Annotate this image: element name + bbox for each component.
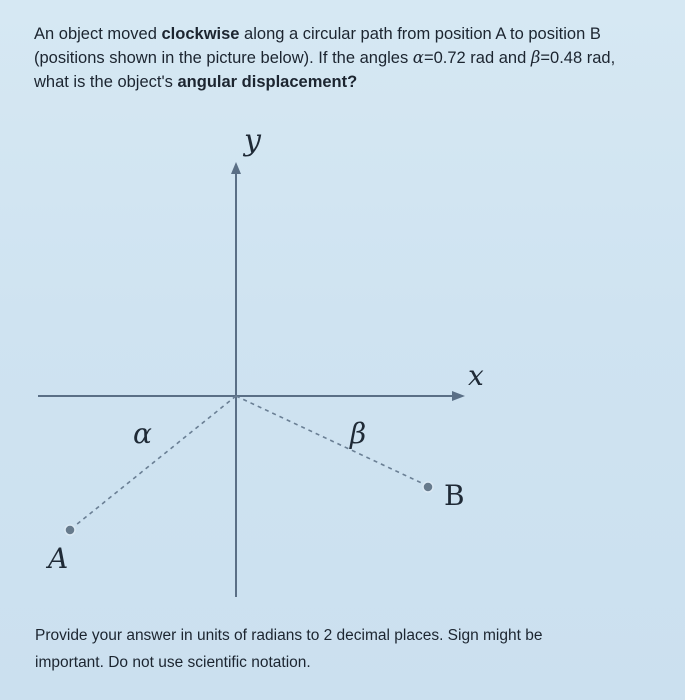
instructions-line-1: Provide your answer in units of radians to 2 decimal places. Sign might be (35, 627, 543, 644)
angular-displacement-emphasis: angular displacement? (177, 73, 358, 91)
beta-symbol: β (530, 48, 541, 67)
clockwise-emphasis: clockwise (161, 25, 240, 43)
point-a-marker (65, 525, 75, 535)
instructions-line-2: important. Do not use scientific notation. (35, 654, 311, 671)
point-a-label: A (48, 542, 69, 575)
x-axis-arrowhead (452, 391, 465, 401)
question-line-1-start: An object moved (34, 25, 162, 43)
alpha-value: =0.72 rad and (423, 49, 531, 67)
radius-to-b (236, 396, 428, 486)
y-axis-arrowhead (231, 162, 241, 174)
point-b-marker (423, 482, 433, 492)
answer-instructions (35, 622, 655, 676)
question-line-2-start: (positions shown in the picture below). If the angles (34, 49, 413, 67)
radius-to-a (71, 396, 236, 529)
question-line-1-end: along a circular path from position A to position B (239, 25, 601, 43)
y-axis-label: y (244, 123, 261, 158)
alpha-symbol: α (412, 48, 424, 67)
beta-value: =0.48 rad, (540, 49, 616, 67)
beta-angle-label: β (350, 417, 367, 450)
question-line-3 (34, 70, 662, 94)
question-line-3-start: what is the object's (34, 73, 178, 91)
question-text (34, 22, 662, 94)
alpha-angle-label: α (133, 417, 152, 450)
point-b-label: B (444, 479, 465, 512)
circular-path-diagram (0, 110, 685, 610)
x-axis-label: x (468, 359, 484, 392)
question-line-1 (34, 22, 662, 46)
question-line-2 (34, 46, 662, 70)
